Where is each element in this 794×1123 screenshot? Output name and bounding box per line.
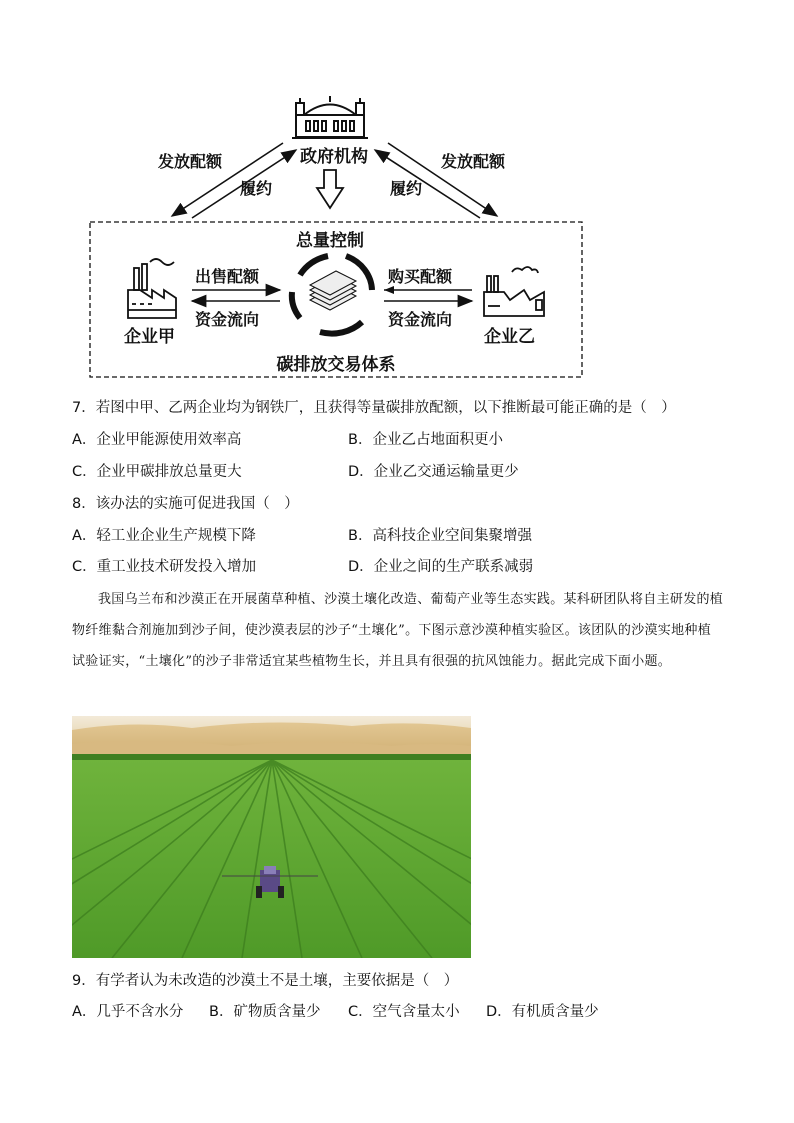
- factory-a-icon: [128, 259, 176, 318]
- system-label: 碳排放交易体系: [276, 355, 396, 375]
- question-8-option-c[interactable]: C．重工业技术研发投入增加: [72, 559, 257, 575]
- desert-field-photo: [72, 716, 471, 958]
- question-9-stem: 9．有学者认为未改造的沙漠土不是土壤，主要依据是（ ）: [72, 973, 459, 989]
- sell-quota-label: 出售配额: [195, 267, 260, 286]
- question-8-option-a[interactable]: A．轻工业企业生产规模下降: [72, 528, 256, 544]
- question-7-option-c[interactable]: C．企业甲碳排放总量更大: [72, 464, 242, 480]
- fulfill-label-left: 履约: [240, 179, 273, 198]
- reading-passage: 我国乌兰布和沙漠正在开展菌草种植、沙漠土壤化改造、葡萄产业等生态实践。某科研团队将自主研发的植物纤维黏合剂施加到沙子间，使沙漠表层的沙子“土壤化”。下图示意沙漠种植实验区。该团队的沙漠实地种植试验证实，“土壤化”的沙子非常适宜某些植物生长，并且具有很强的抗风蚀能力。据此完成下面小题。: [72, 592, 724, 669]
- buy-quota-label: 购买配额: [388, 267, 453, 286]
- government-building-icon: [292, 96, 368, 138]
- factory-b-icon: [484, 267, 544, 316]
- question-8-option-d[interactable]: D．企业之间的生产联系减弱: [348, 559, 534, 575]
- down-arrow-icon: [317, 170, 343, 208]
- question-9-option-d[interactable]: D．有机质含量少: [486, 1004, 599, 1020]
- question-7-option-d[interactable]: D．企业乙交通运输量更少: [348, 464, 519, 480]
- question-9-option-b[interactable]: B．矿物质含量少: [209, 1004, 321, 1020]
- question-8-option-b[interactable]: B．高科技企业空间集聚增强: [348, 528, 532, 544]
- company-b-label: 企业乙: [484, 327, 535, 347]
- carbon-trading-diagram: [0, 0, 794, 390]
- question-8-stem: 8．该办法的实施可促进我国（ ）: [72, 496, 299, 512]
- money-cycle-icon: [292, 256, 372, 334]
- company-a-label: 企业甲: [124, 327, 175, 347]
- buy-quota-arrowhead: [384, 286, 394, 294]
- question-7-stem: 7．若图中甲、乙两企业均为钢铁厂，且获得等量碳排放配额，以下推断最可能正确的是（ ）: [72, 400, 676, 416]
- question-9-option-a[interactable]: A．几乎不含水分: [72, 1004, 184, 1020]
- question-7-option-b[interactable]: B．企业乙占地面积更小: [348, 432, 503, 448]
- fulfill-label-right: 履约: [390, 179, 423, 198]
- issue-label-left: 发放配额: [158, 152, 223, 171]
- question-7-option-a[interactable]: A．企业甲能源使用效率高: [72, 432, 242, 448]
- issue-label-right: 发放配额: [441, 152, 506, 171]
- question-9-option-c[interactable]: C．空气含量太小: [348, 1004, 460, 1020]
- government-label: 政府机构: [300, 147, 368, 167]
- total-control-label: 总量控制: [296, 231, 364, 251]
- capital-flow-right-label: 资金流向: [388, 310, 453, 329]
- capital-flow-left-label: 资金流向: [195, 310, 260, 329]
